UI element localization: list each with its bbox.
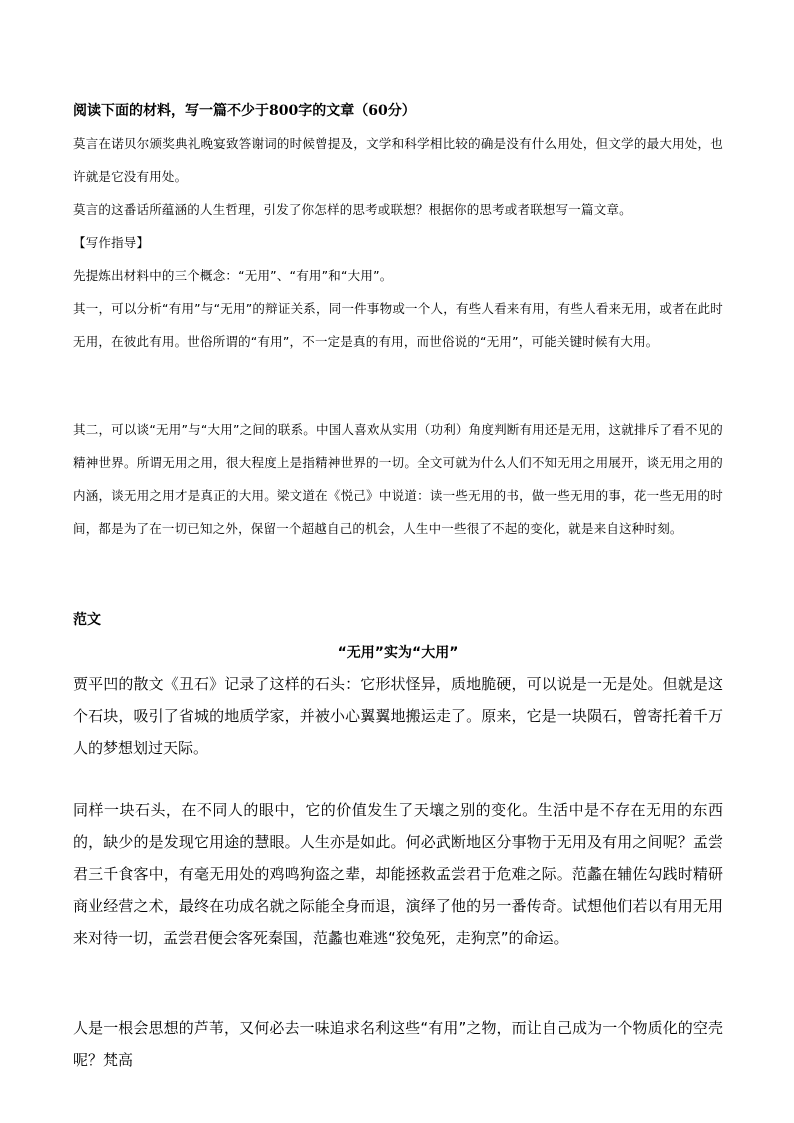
essay-title: “无用”实为“大用” — [337, 645, 459, 661]
guide-section-2 — [73, 413, 723, 545]
guide-paragraph-2: 其一，可以分析“有用”与“无用”的辩证关系，同一件事物或一个人，有些人看来有用，有些人看来无用，或者在此时无用，在彼此有用。世俗所谓的“有用”，不一定是真的有用，而世俗说的“无用”，可能关键时候有大用。 — [73, 301, 723, 349]
material-section — [73, 127, 723, 358]
material-paragraph-2: 莫言的这番话所蕴涵的人生哲理，引发了你怎样的思考或联想？根据你的思考或者联想写一篇文章。 — [73, 202, 632, 217]
essay-paragraph-2: 同样一块石头，在不同人的眼中，它的价值发生了天壤之别的变化。生活中是不存在无用的东西的，缺少的是发现它用途的慧眼。人生亦是如此。何必武断地区分事物于无用及有用之间呢？孟尝君三千食客中，有毫无用处的鸡鸣狗盗之辈，却能拯救孟尝君于危难之际。范蠡在辅佐勾践时精研商业经营之术，最终在功成名就之际能全身而退，演绎了他的另一番传奇。试想他们若以有用无用来对待一切，孟尝君便会客死秦国，范蠡也难逃“狡兔死，走狗烹”的命运。 — [73, 801, 723, 947]
essay-label: 范文 — [73, 612, 101, 628]
essay-body-3 — [73, 1012, 723, 1076]
guide-paragraph-3: 其二，可以谈“无用”与“大用”之间的联系。中国人喜欢从实用（功利）角度判断有用还是无用，这就排斥了看不见的精神世界。所谓无用之用，很大程度上是指精神世界的一切。全文可就为什么人们不知无用之用展开，谈无用之用的内涵，谈无用之用才是真正的大用。梁文道在《悦己》中说道：读一些无用的书，做一些无用的事，花一些无用的时间，都是为了在一切已知之外，保留一个超越自己的机会，人生中一些很了不起的变化，就是来自这种时刻。 — [73, 422, 723, 536]
task-heading: 阅读下面的材料，写一篇不少于800字的文章（60分） — [73, 103, 416, 119]
guide-paragraph-1: 先提炼出材料中的三个概念：“无用”、“有用”和“大用”。 — [73, 268, 393, 283]
material-paragraph-1: 莫言在诺贝尔颁奖典礼晚宴致答谢词的时候曾提及，文学和科学相比较的确是没有什么用处，但文学的最大用处，也许就是它没有用处。 — [73, 136, 723, 184]
essay-paragraph-3: 人是一根会思想的芦苇，又何必去一味追求名利这些“有用”之物，而让自己成为一个物质化的空壳呢？梵高 — [73, 1019, 723, 1069]
essay-paragraph-1: 贾平凹的散文《丑石》记录了这样的石头：它形状怪异，质地脆硬，可以说是一无是处。但就是这个石块，吸引了省城的地质学家，并被小心翼翼地搬运走了。原来，它是一块陨石，曾寄托着千万人的梦想划过天际。 — [73, 675, 723, 757]
essay-body-2 — [73, 794, 723, 954]
essay-body-1 — [73, 668, 723, 764]
writing-guide-label: 【写作指导】 — [73, 235, 150, 250]
